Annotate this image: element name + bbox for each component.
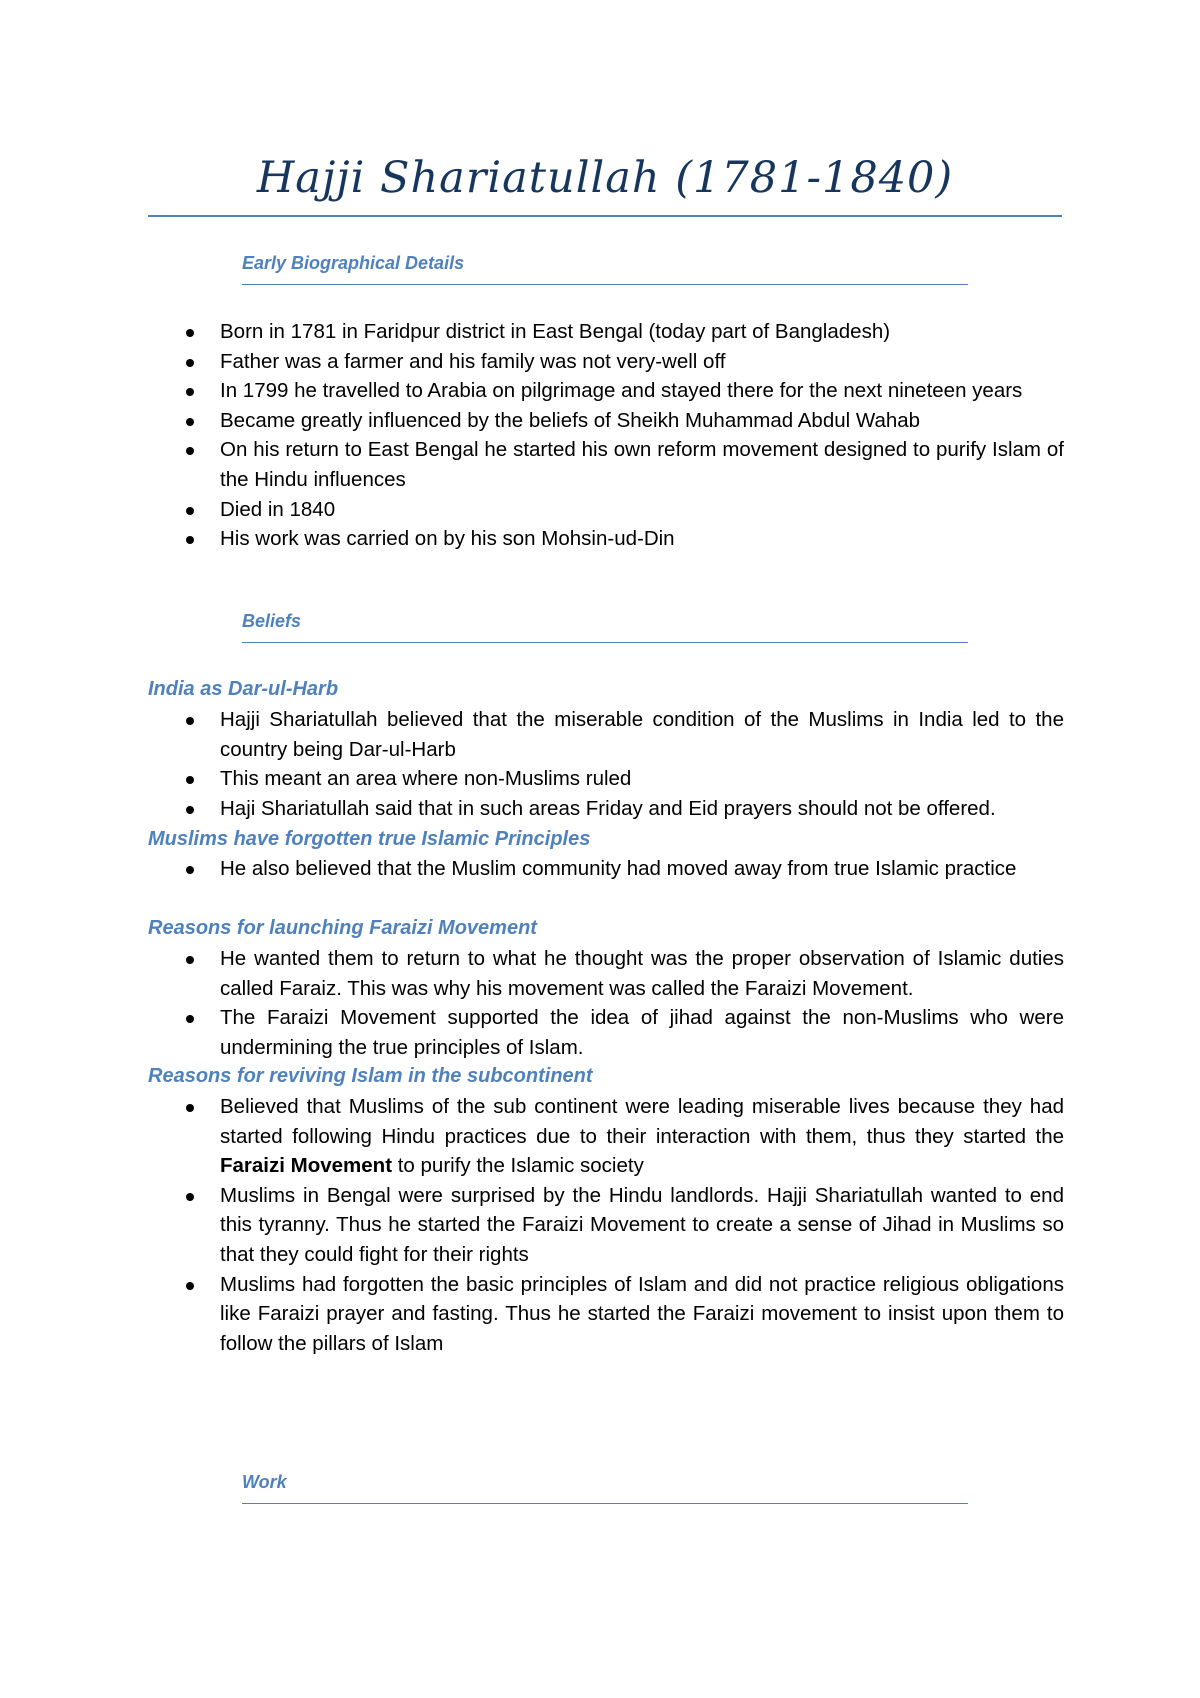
bullet-icon xyxy=(186,717,194,725)
dar-ul-harb-list xyxy=(220,705,1064,823)
bullet-icon xyxy=(186,536,194,544)
bullet-icon xyxy=(186,866,194,874)
list-item: Muslims in Bengal were surprised by the Hindu landlords. Hajji Shariatullah wanted to end this tyranny. Thus he started the Faraizi Movement to create a sense of Jihad in Muslims so that they could fight for their rights xyxy=(220,1181,1064,1270)
bullet-icon xyxy=(186,806,194,814)
list-item: He wanted them to return to what he thought was the proper observation of Islamic duties called Faraiz. This was why his movement was called the Faraizi Movement. xyxy=(220,944,1064,1003)
bullet-icon xyxy=(186,507,194,515)
forgotten-principles-list xyxy=(220,854,1064,884)
bullet-icon xyxy=(186,1193,194,1201)
reviving-islam-list xyxy=(220,1092,1064,1358)
subheading-forgotten-principles: Muslims have forgotten true Islamic Principles xyxy=(148,828,591,850)
subheading-launching-faraizi: Reasons for launching Faraizi Movement xyxy=(148,917,537,939)
list-item: Father was a farmer and his family was not very-well off xyxy=(220,347,1064,377)
page-title: Hajji Shariatullah (1781-1840) xyxy=(256,153,954,203)
bullet-icon xyxy=(186,388,194,396)
list-item: Haji Shariatullah said that in such areas Friday and Eid prayers should not be offered. xyxy=(220,794,1064,824)
bullet-icon xyxy=(186,447,194,455)
section-rule-work xyxy=(242,1503,968,1504)
subheading-dar-ul-harb: India as Dar-ul-Harb xyxy=(148,678,339,700)
section-rule-beliefs xyxy=(242,642,968,643)
list-item: The Faraizi Movement supported the idea of jihad against the non-Muslims who were undermining the true principles of Islam. xyxy=(220,1003,1064,1062)
bullet-icon xyxy=(186,1104,194,1112)
list-item: In 1799 he travelled to Arabia on pilgrimage and stayed there for the next nineteen years xyxy=(220,376,1064,406)
early-details-list xyxy=(220,317,1064,554)
bullet-icon xyxy=(186,359,194,367)
list-item: Hajji Shariatullah believed that the miserable condition of the Muslims in India led to the country being Dar-ul-Harb xyxy=(220,705,1064,764)
list-item: Born in 1781 in Faridpur district in East Bengal (today part of Bangladesh) xyxy=(220,317,1064,347)
section-heading-beliefs: Beliefs xyxy=(242,611,302,631)
bullet-icon xyxy=(186,418,194,426)
section-rule-early xyxy=(242,284,968,285)
list-item: He also believed that the Muslim community had moved away from true Islamic practice xyxy=(220,854,1064,884)
launching-faraizi-list xyxy=(220,944,1064,1062)
list-item: His work was carried on by his son Mohsin-ud-Din xyxy=(220,524,1064,554)
subheading-reviving-islam: Reasons for reviving Islam in the subcontinent xyxy=(148,1065,593,1087)
bullet-icon xyxy=(186,1015,194,1023)
bullet-icon xyxy=(186,329,194,337)
list-item: Muslims had forgotten the basic principles of Islam and did not practice religious obligations like Faraizi prayer and fasting. Thus he started the Faraizi movement to insist upon them to follow the pillars of Islam xyxy=(220,1270,1064,1359)
faraizi-movement-bold: Faraizi Movement xyxy=(220,1154,393,1178)
list-item: Died in 1840 xyxy=(220,495,1064,525)
bullet-icon xyxy=(186,1282,194,1290)
section-heading-work: Work xyxy=(242,1472,287,1492)
list-item: Believed that Muslims of the sub continent were leading miserable lives because they had started following Hindu practices due to their interaction with them, thus they started the Faraizi Movement to purify the Islamic society xyxy=(220,1092,1064,1181)
title-underline xyxy=(148,215,1062,217)
section-heading-early: Early Biographical Details xyxy=(242,253,465,273)
bullet-icon xyxy=(186,776,194,784)
list-item: This meant an area where non-Muslims ruled xyxy=(220,764,1064,794)
list-item: Became greatly influenced by the beliefs of Sheikh Muhammad Abdul Wahab xyxy=(220,406,1064,436)
bullet-icon xyxy=(186,956,194,964)
list-item: On his return to East Bengal he started his own reform movement designed to purify Islam of the Hindu influences xyxy=(220,435,1064,494)
